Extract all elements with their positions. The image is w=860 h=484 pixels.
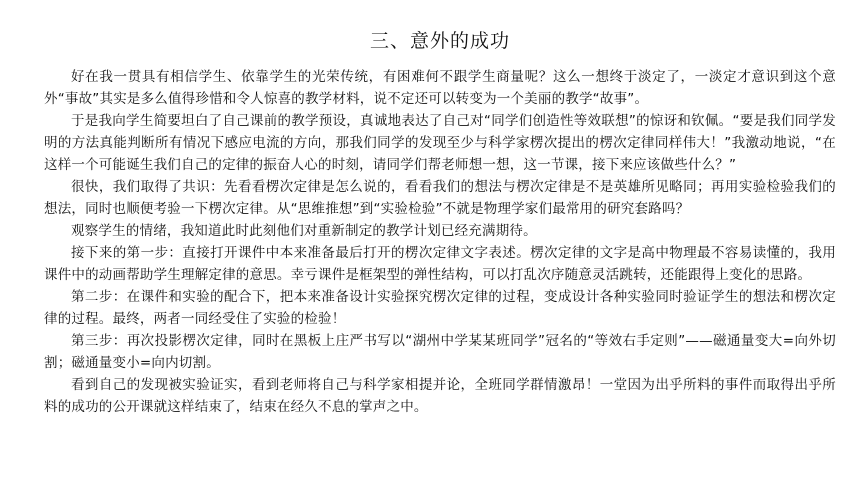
paragraph: 观察学生的情绪，我知道此时此刻他们对重新制定的教学计划已经充满期待。 bbox=[71, 223, 537, 239]
document-page bbox=[44, 0, 836, 418]
paragraph: 第二步：在课件和实验的配合下，把本来准备设计实验探究楞次定律的过程，变成设计各种实验同时验证学生的想法和楞次定律的过程。最终，两者一同经受住了实验的检验！ bbox=[44, 289, 836, 327]
paragraph: 接下来的第一步：直接打开课件中本来准备最后打开的楞次定律文字表述。楞次定律的文字是高中物理最不容易读懂的，我用课件中的动画帮助学生理解定律的意思。幸亏课件是框架型的弹性结构，可以打乱次序随意灵活跳转，还能跟得上变化的思路。 bbox=[44, 245, 836, 283]
paragraph: 好在我一贯具有相信学生、依靠学生的光荣传统，有困难何不跟学生商量呢？这么一想终于淡定了，一淡定才意识到这个意外“事故”其实是多么值得珍惜和令人惊喜的教学材料，说不定还可以转变为一个美丽的教学“故事”。 bbox=[44, 69, 836, 107]
section-title: 三、意外的成功 bbox=[369, 30, 510, 52]
paragraph: 第三步：再次投影楞次定律，同时在黑板上庄严书写以“湖州中学某某班同学”冠名的“等效右手定则”——磁通量变大=向外切割；磁通量变小=向内切割。 bbox=[44, 333, 836, 371]
paragraph: 于是我向学生简要坦白了自己课前的教学预设，真诚地表达了自己对“同学们创造性等效联想”的惊讶和钦佩。“要是我们同学发明的方法真能判断所有情况下感应电流的方向，那我们同学的发现至少与科学家楞次提出的楞次定律同样伟大！”我激动地说，“在这样一个可能诞生我们自己的定律的振奋人心的时刻，请同学们帮老师想一想，这一节课，接下来应该做些什么？” bbox=[44, 113, 836, 173]
paragraph: 很快，我们取得了共识：先看看楞次定律是怎么说的，看看我们的想法与楞次定律是不是英雄所见略同；再用实验检验我们的想法，同时也顺便考验一下楞次定律。从“思维推想”到“实验检验”不就是物理学家们最常用的研究套路吗？ bbox=[44, 179, 836, 217]
paragraph: 看到自己的发现被实验证实，看到老师将自己与科学家相提并论，全班同学群情激昂！一堂因为出乎所料的事件而取得出乎所料的成功的公开课就这样结束了，结束在经久不息的掌声之中。 bbox=[44, 377, 836, 415]
